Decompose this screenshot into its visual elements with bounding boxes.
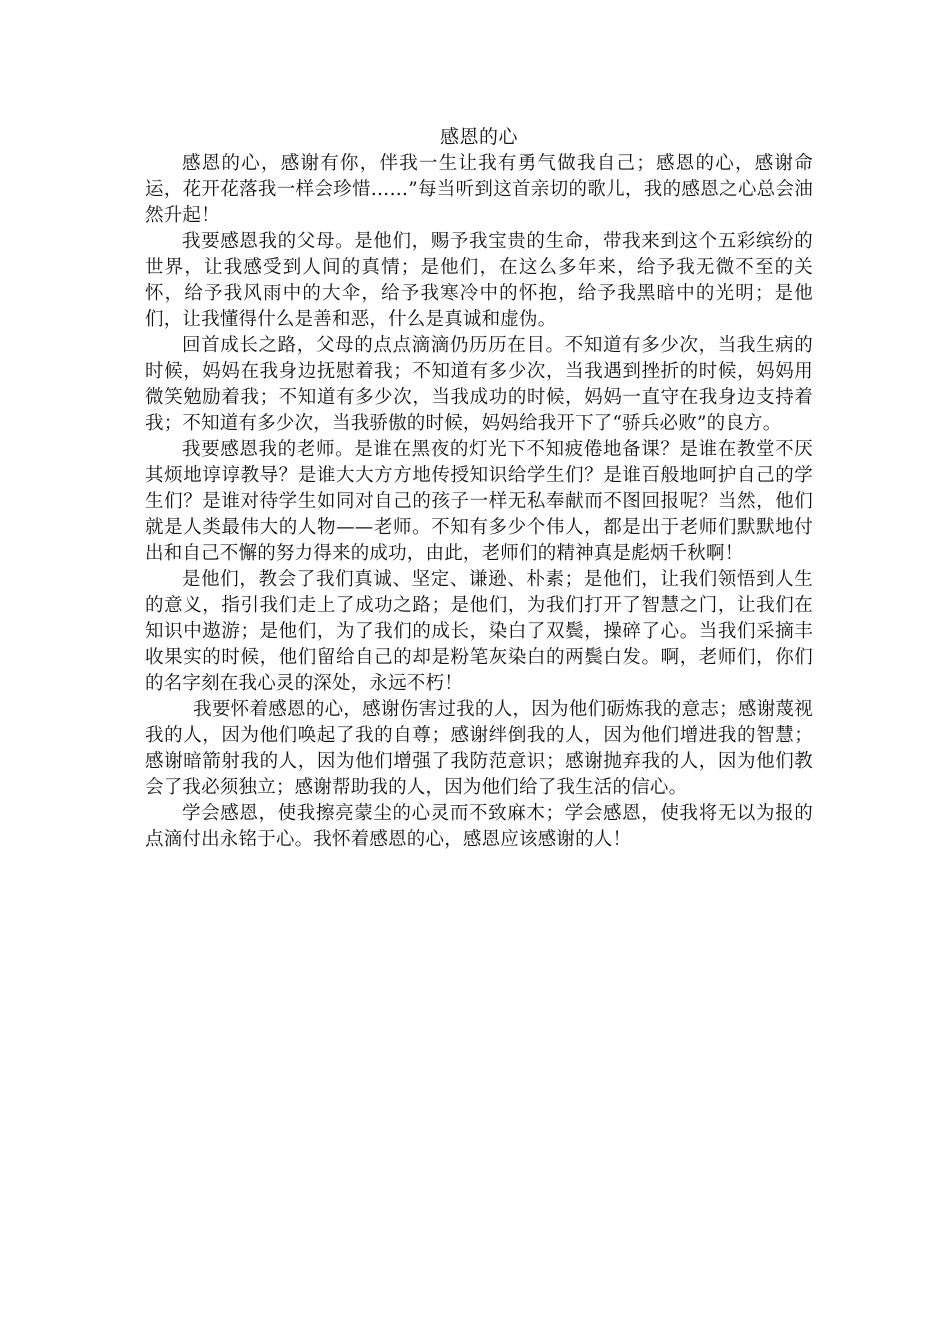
paragraph-5: 是他们，教会了我们真诚、坚定、谦逊、朴素；是他们，让我们领悟到人生的意义，指引我们走上了成功之路；是他们，为我们打开了智慧之门，让我们在知识中遨游；是他们，为了我们的成长，染白了双鬓，操碎了心。当我们采摘丰收果实的时候，他们留给自己的却是粉笔灰染白的两鬓白发。啊，老师们，你们的名字刻在我心灵的深处，永远不朽！ <box>145 569 813 694</box>
document-title: 感恩的心 <box>439 126 518 148</box>
paragraph-2: 我要感恩我的父母。是他们，赐予我宝贵的生命，带我来到这个五彩缤纷的世界，让我感受到人间的真情；是他们，在这么多年来，给予我无微不至的关怀，给予我风雨中的大伞，给予我寒冷中的怀抱，给予我黑暗中的光明；是他们，让我懂得什么是善和恶，什么是真诚和虚伪。 <box>145 231 813 330</box>
paragraph-1: 感恩的心，感谢有你，伴我一生让我有勇气做我自己；感恩的心，感谢命运，花开花落我一样会珍惜……”每当听到这首亲切的歌儿，我的感恩之心总会油然升起！ <box>145 153 813 226</box>
document-body <box>145 124 813 853</box>
paragraph-3: 回首成长之路，父母的点点滴滴仍历历在目。不知道有多少次，当我生病的时候，妈妈在我身边抚慰着我；不知道有多少次，当我遇到挫折的时候，妈妈用微笑勉励着我；不知道有多少次，当我成功的时候，妈妈一直守在我身边支持着我；不知道有多少次，当我骄傲的时候，妈妈给我开下了“骄兵必败”的良方。 <box>145 335 813 434</box>
paragraph-7: 学会感恩，使我擦亮蒙尘的心灵而不致麻木；学会感恩，使我将无以为报的点滴付出永铭于心。我怀着感恩的心，感恩应该感谢的人！ <box>145 803 813 850</box>
paragraph-6: 我要怀着感恩的心，感谢伤害过我的人，因为他们砺炼我的意志；感谢蔑视我的人，因为他们唤起了我的自尊；感谢绊倒我的人，因为他们增进我的智慧；感谢暗箭射我的人，因为他们增强了我防范意识；感谢抛弃我的人，因为他们教会了我必须独立；感谢帮助我的人，因为他们给了我生活的信心。 <box>145 699 813 798</box>
paragraph-4: 我要感恩我的老师。是谁在黑夜的灯光下不知疲倦地备课？是谁在教堂不厌其烦地谆谆教导？是谁大大方方地传授知识给学生们？是谁百般地呵护自己的学生们？是谁对待学生如同对自己的孩子一样无私奉献而不图回报呢？当然，他们就是人类最伟大的人物——老师。不知有多少个伟人，都是出于老师们默默地付出和自己不懈的努力得来的成功，由此，老师们的精神真是彪炳千秋啊！ <box>145 439 813 564</box>
